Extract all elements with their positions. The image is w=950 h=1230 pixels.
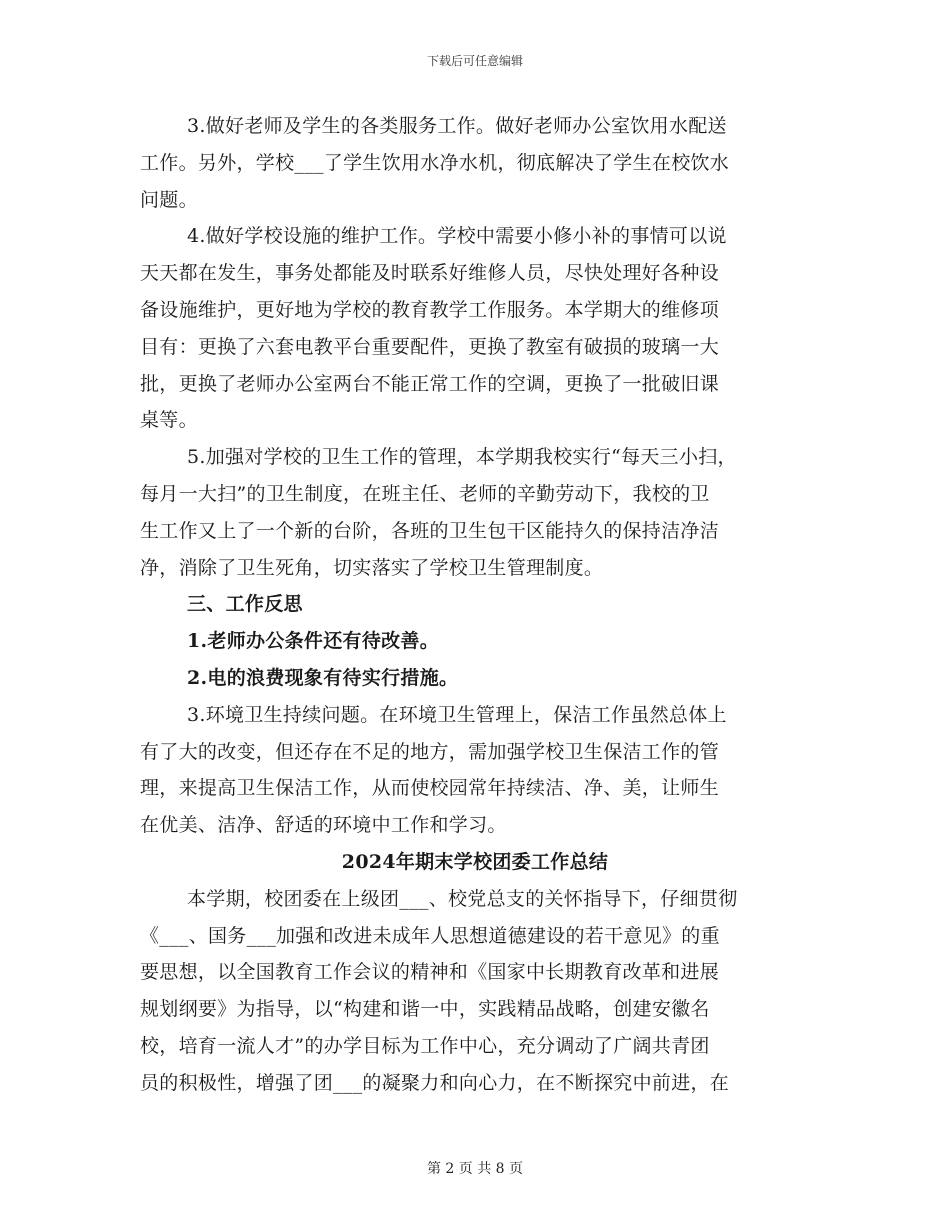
body-text-line: 桌等。 xyxy=(140,409,198,432)
body-text-line: 校，培育一流人才”的办学目标为工作中心，充分调动了广阔共青团 xyxy=(140,1034,710,1057)
page-footer: 第 2 页 共 8 页 xyxy=(426,1161,524,1177)
document-body xyxy=(140,108,810,1102)
body-text-line: 理，来提高卫生保洁工作，从而使校园常年持续洁、净、美，让师生 xyxy=(140,777,720,800)
section-heading: 2.电的浪费现象有待实行措施。 xyxy=(187,666,459,689)
body-text-line: 员的积极性，增强了团___的凝聚力和向心力，在不断探究中前进，在 xyxy=(140,1071,730,1094)
section-heading: 1.老师办公条件还有待改善。 xyxy=(187,630,440,653)
body-text-line: 3.做好老师及学生的各类服务工作。做好老师办公室饮用水配送 xyxy=(187,115,727,137)
body-text-line: 净，消除了卫生死角，切实落实了学校卫生管理制度。 xyxy=(140,556,604,579)
body-text-line: 本学期，校团委在上级团___、校党总支的关怀指导下，仔细贯彻 xyxy=(187,887,738,910)
body-text-line: 4.做好学校设施的维护工作。学校中需要小修小补的事情可以说 xyxy=(187,225,727,248)
section-heading: 三、工作反思 xyxy=(187,593,303,616)
body-text-line: 生工作又上了一个新的台阶，各班的卫生包干区能持久的保持洁净洁 xyxy=(140,519,720,542)
body-text-line: 问题。 xyxy=(140,188,198,211)
body-text-line: 工作。另外，学校___了学生饮用水净水机，彻底解决了学生在校饮水 xyxy=(140,151,730,174)
body-text-line: 天天都在发生，事务处都能及时联系好维修人员，尽快处理好各种设 xyxy=(140,262,720,285)
body-text-line: 有了大的改变，但还存在不足的地方，需加强学校卫生保洁工作的管 xyxy=(140,740,720,763)
body-text-line: 备设施维护，更好地为学校的教育教学工作服务。本学期大的维修项 xyxy=(140,298,720,321)
body-text-line: 要思想，以全国教育工作会议的精神和《国家中长期教育改革和进展 xyxy=(140,961,720,984)
body-text-line: 《___、国务___加强和改进未成年人思想道德建设的若干意见》的重 xyxy=(140,924,720,947)
body-text-line: 规划纲要》为指导，以“构建和谐一中，实践精品战略，创建安徽名 xyxy=(140,998,710,1021)
body-text-line: 3.环境卫生持续问题。在环境卫生管理上，保洁工作虽然总体上 xyxy=(187,703,727,726)
page-header: 下载后可任意编辑 xyxy=(426,54,523,68)
section-title: 2024年期末学校团委工作总结 xyxy=(341,850,609,873)
body-text-line: 目有：更换了六套电教平台重要配件，更换了教室有破损的玻璃一大 xyxy=(140,335,720,358)
body-text-line: 批，更换了老师办公室两台不能正常工作的空调，更换了一批破旧课 xyxy=(140,372,720,395)
body-text-line: 5.加强对学校的卫生工作的管理，本学期我校实行“每天三小扫， xyxy=(187,446,737,469)
body-text-line: 在优美、洁净、舒适的环境中工作和学习。 xyxy=(140,814,507,837)
body-text-line: 每月一大扫”的卫生制度，在班主任、老师的辛勤劳动下，我校的卫 xyxy=(140,482,710,505)
